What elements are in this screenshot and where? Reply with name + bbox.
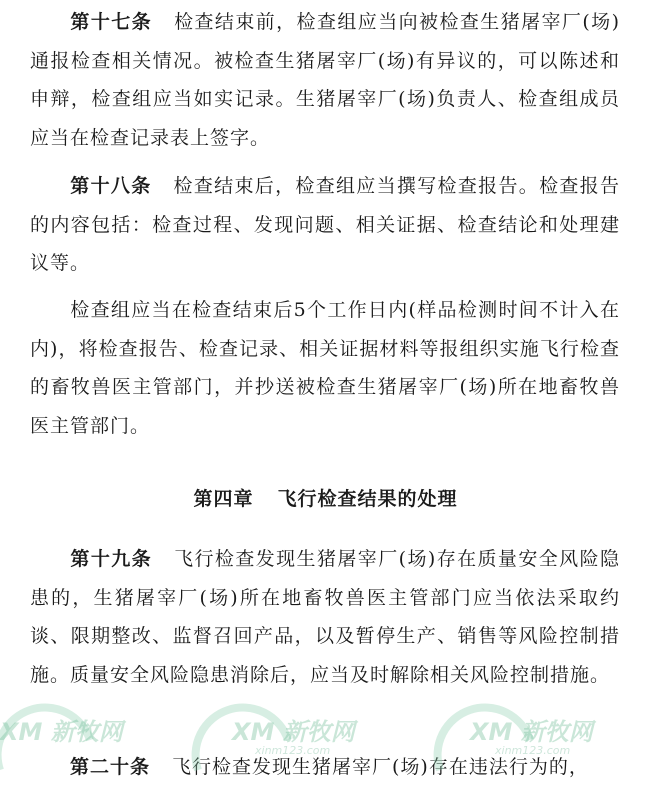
article-19-paragraph (30, 540, 620, 694)
article-20-text: 飞行检查发现生猪屠宰厂(场)存在违法行为的， (172, 756, 589, 778)
watermark-url: xinm123.com (495, 744, 571, 757)
article-18-text: 检查结束后，检查组应当撰写检查报告。检查报告的内容包括：检查过程、发现问题、相关证据、检查结论和处理建议等。 (30, 175, 620, 274)
article-17-text: 检查结束前，检查组应当向被检查生猪屠宰厂(场)通报检查相关情况。被检查生猪屠宰厂(场)有异议的，可以陈述和申辩，检查组应当如实记录。生猪屠宰厂(场)负责人、检查组成员应当在检查记录表上签字。 (30, 11, 620, 149)
article-17-heading: 第十七条 (70, 11, 153, 33)
article-19-text: 飞行检查发现生猪屠宰厂(场)存在质量安全风险隐患的，生猪屠宰厂(场)所在地畜牧兽医主管部门应当依法采取约谈、限期整改、监督召回产品，以及暂停生产、销售等风险控制措施。质量安全风险隐患消除后，应当及时解除相关风险控制措施。 (30, 548, 620, 686)
article-18-paragraph (30, 167, 620, 283)
article-18-second-text: 检查组应当在检查结束后5个工作日内(样品检测时间不计入在内)，将检查报告、检查记录、相关证据材料等报组织实施飞行检查的畜牧兽医主管部门，并抄送被检查生猪屠宰厂(场)所在地畜牧兽医主管部门。 (30, 299, 620, 437)
watermark-brand: XM 新牧网 (0, 718, 123, 746)
watermark-brand: XM 新牧网 (232, 718, 355, 746)
article-20-heading: 第二十条 (70, 756, 151, 778)
chapter-title: 飞行检查结果的处理 (277, 488, 458, 510)
article-18-heading: 第十八条 (70, 175, 152, 197)
watermark-url: xinm123.com (255, 744, 331, 757)
watermark-brand: XM 新牧网 (470, 718, 593, 746)
chapter-number: 第四章 (193, 488, 254, 510)
chapter-heading (0, 484, 651, 511)
article-17-paragraph (30, 3, 620, 157)
article-18-second-paragraph (30, 291, 620, 445)
article-19-heading: 第十九条 (70, 548, 153, 570)
